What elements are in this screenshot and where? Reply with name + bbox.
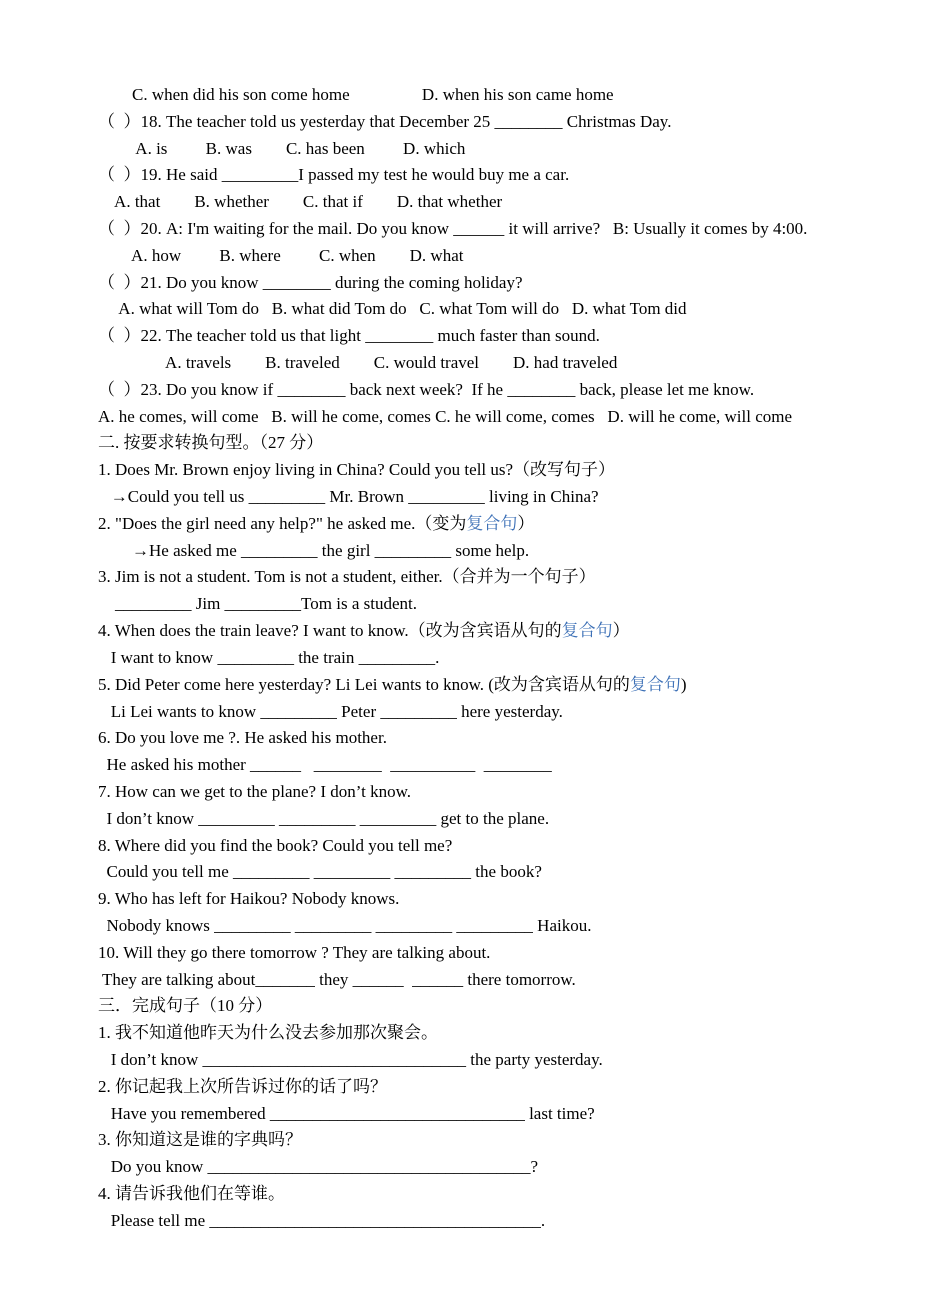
- s2-item-5-answer: Li Lei wants to know _________ Peter _________ here yesterday.: [98, 702, 563, 721]
- s2-item-4-answer: I want to know _________ the train _________.: [98, 648, 440, 667]
- s2-item-10: 10. Will they go there tomorrow ? They are talking about.: [98, 943, 491, 962]
- s3-item-1-answer: I don’t know _______________________________ the party yesterday.: [98, 1050, 603, 1069]
- s3-item-1: 1. 我不知道他昨天为什么没去参加那次聚会。: [98, 1023, 438, 1042]
- s2-item-10-answer: They are talking about_______ they ______ ______ there tomorrow.: [98, 970, 576, 989]
- question-20: （ ）20. A: I'm waiting for the mail. Do you know ______ it will arrive? B: Usually it comes by 4:00.: [98, 219, 808, 238]
- s2-item-2: 2. "Does the girl need any help?" he asked me.（变为复合句）: [98, 514, 535, 533]
- s2-item-5: 5. Did Peter come here yesterday? Li Lei wants to know. (改为含宾语从句的复合句): [98, 675, 687, 694]
- section-3-heading: 三．完成句子（10 分）: [98, 996, 273, 1015]
- s2-item-9-answer: Nobody knows _________ _________ _________ _________ Haikou.: [98, 916, 592, 935]
- s2-item-2-answer: →He asked me _________ the girl _________ some help.: [98, 541, 530, 560]
- question-19: （ ）19. He said _________I passed my test he would buy me a car.: [98, 165, 570, 184]
- options-21: A. what will Tom do B. what did Tom do C. what Tom will do D. what Tom did: [98, 299, 687, 318]
- section-2-heading: 二. 按要求转换句型。（27 分）: [98, 433, 324, 452]
- s3-item-2: 2. 你记起我上次所告诉过你的话了吗？: [98, 1077, 387, 1096]
- s3-item-3: 3. 你知道这是谁的字典吗？: [98, 1130, 302, 1149]
- s3-item-2-answer: Have you remembered ______________________________ last time?: [98, 1104, 595, 1123]
- s2-item-9: 9. Who has left for Haikou? Nobody knows.: [98, 889, 400, 908]
- s2-item-7-answer: I don’t know _________ _________ _________ get to the plane.: [98, 809, 550, 828]
- s3-item-3-answer: Do you know ______________________________________?: [98, 1157, 539, 1176]
- s2-item-8-answer: Could you tell me _________ _________ _________ the book?: [98, 862, 542, 881]
- options-23: A. he comes, will come B. will he come, comes C. he will come, comes D. will he come, will come: [98, 407, 793, 426]
- line-1: C. when did his son come home D. when his son came home: [98, 85, 614, 104]
- compound-sentence-link: 复合句: [466, 514, 518, 533]
- s2-item-4: 4. When does the train leave? I want to know.（改为含宾语从句的复合句）: [98, 621, 630, 640]
- question-18: （ ）18. The teacher told us yesterday that December 25 ________ Christmas Day.: [98, 112, 672, 131]
- s2-item-7: 7. How can we get to the plane? I don’t know.: [98, 782, 411, 801]
- compound-sentence-link: 复合句: [561, 621, 613, 640]
- s2-item-8: 8. Where did you find the book? Could you tell me?: [98, 836, 453, 855]
- question-22: （ ）22. The teacher told us that light ________ much faster than sound.: [98, 326, 600, 345]
- options-20: A. how B. where C. when D. what: [98, 246, 464, 265]
- question-21: （ ）21. Do you know ________ during the coming holiday?: [98, 273, 523, 292]
- s2-item-3-answer: _________ Jim _________Tom is a student.: [98, 594, 417, 613]
- options-19: A. that B. whether C. that if D. that whether: [98, 192, 503, 211]
- s3-item-4: 4. 请告诉我他们在等谁。: [98, 1184, 285, 1203]
- s2-item-6-answer: He asked his mother ______ ________ __________ ________: [98, 755, 552, 774]
- options-18: A. is B. was C. has been D. which: [98, 139, 466, 158]
- question-23: （ ）23. Do you know if ________ back next week? If he ________ back, please let me know.: [98, 380, 755, 399]
- s2-item-1-answer: →Could you tell us _________ Mr. Brown _________ living in China?: [98, 487, 599, 506]
- s3-item-4-answer: Please tell me _______________________________________.: [98, 1211, 546, 1230]
- compound-sentence-link: 复合句: [629, 675, 681, 694]
- s2-item-3: 3. Jim is not a student. Tom is not a student, either.（合并为一个句子）: [98, 567, 596, 586]
- s2-item-1: 1. Does Mr. Brown enjoy living in China? Could you tell us?（改写句子）: [98, 460, 616, 479]
- s2-item-6: 6. Do you love me ?. He asked his mother.: [98, 728, 387, 747]
- options-22: A. travels B. traveled C. would travel D. had traveled: [98, 353, 618, 372]
